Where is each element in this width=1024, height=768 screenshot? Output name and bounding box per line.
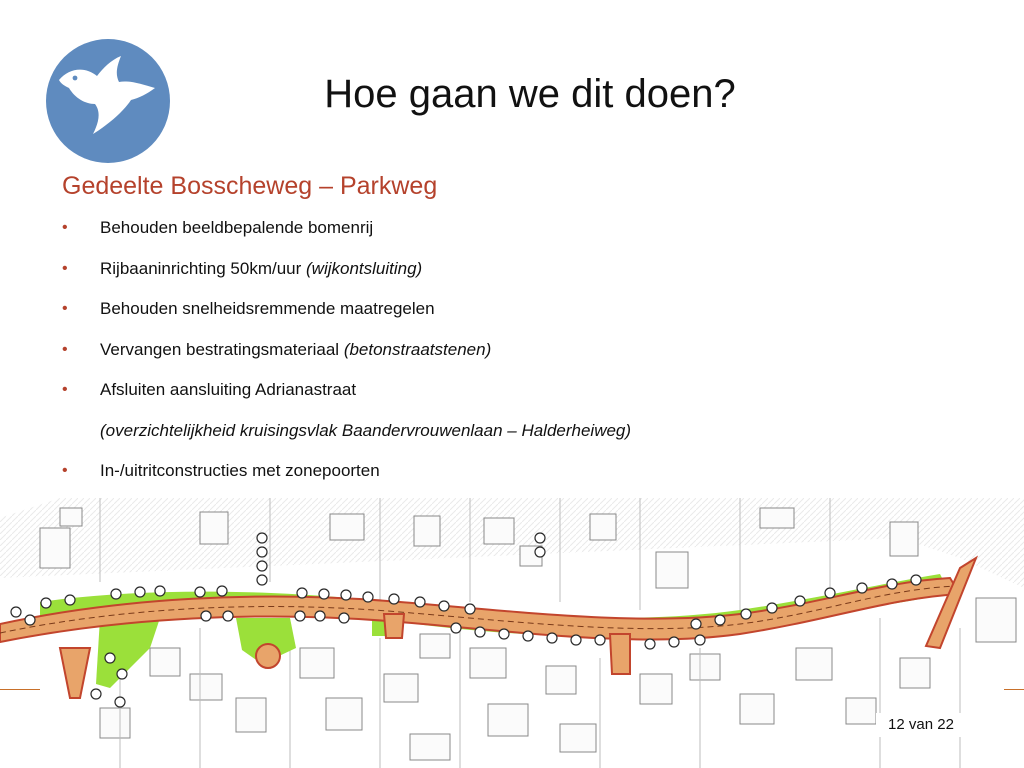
bullet-note: (wijkontsluiting) — [306, 258, 423, 278]
bullet-marker: • — [62, 259, 68, 277]
bullet-main: Behouden snelheidsremmende maatregelen — [100, 299, 435, 318]
page-number: 12 van 22 — [876, 713, 966, 737]
bullet-item — [62, 297, 962, 338]
roundabout — [256, 644, 280, 668]
bullet-item — [62, 338, 962, 379]
bullet-item-continuation — [62, 419, 962, 460]
bullet-main: In-/uitritconstructies met zonepoorten — [100, 461, 380, 480]
bullet-list — [62, 216, 962, 500]
slide-title: Hoe gaan we dit doen? — [324, 72, 736, 116]
bullet-text — [100, 459, 380, 483]
road-plan-map — [0, 498, 1024, 768]
road-side — [384, 614, 404, 638]
bullet-main: Afsluiten aansluiting Adrianastraat — [100, 380, 357, 399]
bullet-text — [100, 378, 356, 402]
bullet-note: (betonstraatstenen) — [343, 339, 492, 359]
bullet-marker: • — [62, 462, 68, 479]
bullet-marker: • — [62, 300, 68, 317]
bullet-main: Behouden beeldbepalende bomenrij — [100, 218, 374, 237]
slide-subtitle: Gedeelte Bosscheweg – Parkweg — [62, 172, 438, 200]
bullet-marker: • — [62, 340, 68, 358]
bullet-item — [62, 378, 962, 419]
bullet-item — [62, 257, 962, 298]
bullet-text — [100, 419, 631, 443]
road-side — [610, 634, 630, 674]
bullet-marker: • — [62, 219, 68, 236]
bullet-item — [62, 216, 962, 257]
bullet-note: (overzichtelijkheid kruisingsvlak Baandervrouwenlaan – Halderheiweg) — [100, 420, 632, 440]
bullet-main: Vervangen bestratingsmateriaal — [100, 339, 344, 359]
bullet-text — [100, 216, 373, 240]
bullet-marker: • — [62, 381, 68, 398]
accent-line-right — [1004, 689, 1024, 690]
bullet-item — [62, 459, 962, 500]
accent-line-left — [0, 689, 40, 690]
bullet-text — [100, 338, 491, 362]
bird-logo-icon — [45, 38, 171, 164]
bullet-text — [100, 297, 435, 321]
bullet-main: Rijbaaninrichting 50km/uur — [100, 258, 306, 278]
bullet-text — [100, 257, 422, 281]
